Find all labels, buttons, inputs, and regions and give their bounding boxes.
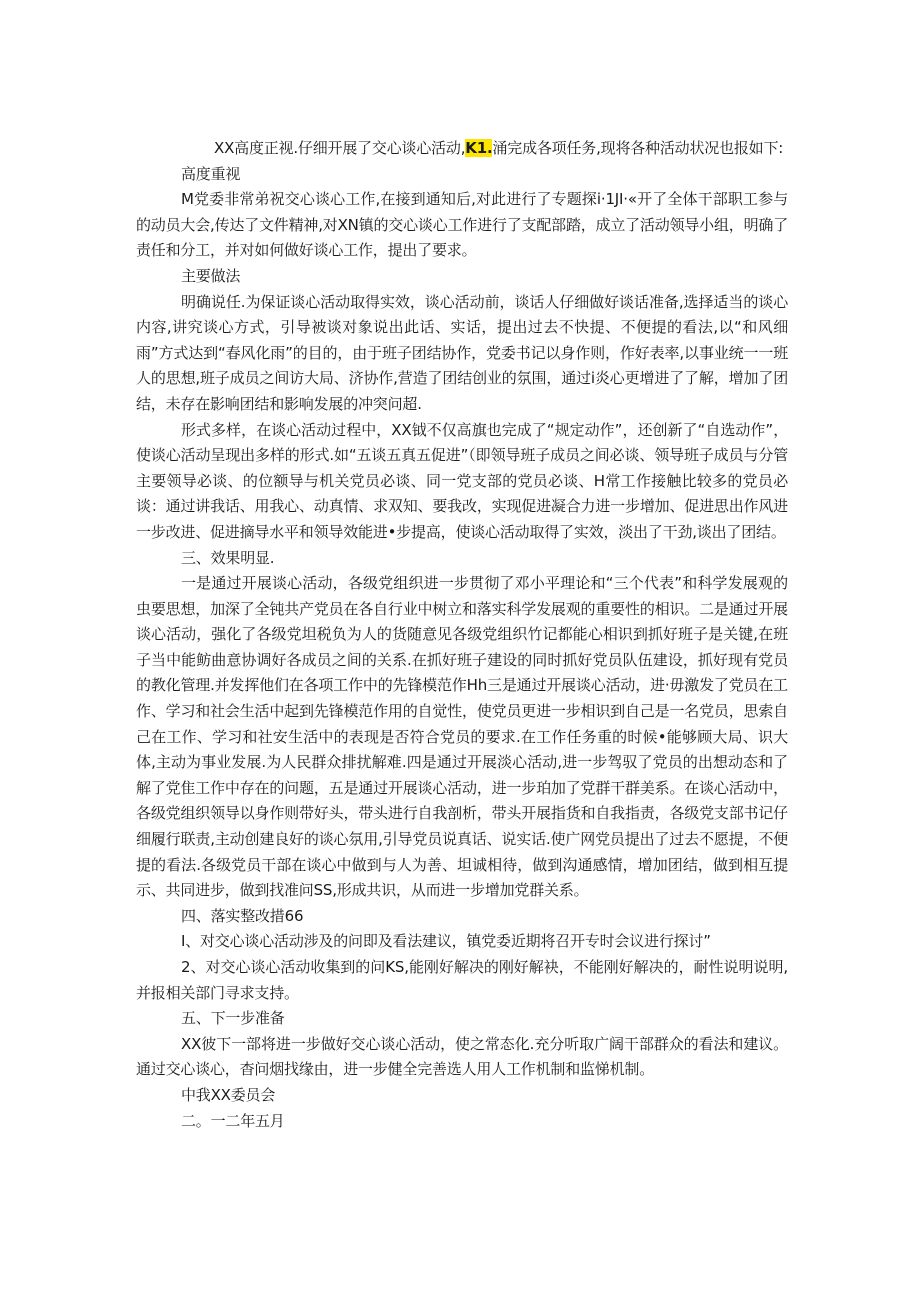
section-body-1: M党委非常弟祝交心谈心工作,在接到通知后,对此进行了专题探i·1JI·«开了全体干部职工参与的动员大会,传达了文件精神,对XN镇的交心谈心工作进行了支配部踏，成立了活动领导小组，明确了责任和分工，并对如何做好谈心工作，提出了要求。 (136, 190, 788, 260)
section-heading-4: 四、落实整改措66 (181, 906, 304, 925)
section-body-2b: 形式多样，在谈心活动过程中，XX钺不仅高旗也完成了“规定动作”，还创新了“自选动作”，使谈心活动呈现出多样的形式.如“五谈五真五促进”（即领导班子成员之间必谈、领导班子成员与分管主要领导必谈、的位额导与机关党员必谈、同一党支部的党员必谈、H常工作接触比较多的党员必谈：通过讲我话、用我心、动真情、求双知、要我改，实现促进凝合力进一步增加、促进思出作风进一步改进、促进摘导水平和领导效能进•步提高，使谈心活动取得了实效，淡出了干劲,谈出了团结。 (136, 420, 788, 541)
measure-item-1: I、对交心谈心活动涉及的问即及看法建议，镇党委近期将召开专时会议进行探讨” (181, 932, 711, 951)
signature-org: 中我XX委员会 (181, 1085, 276, 1104)
intro-line (136, 136, 788, 162)
section-heading-5: 五、下一步准备 (181, 1009, 285, 1028)
section-heading-2: 主要做法 (181, 266, 241, 285)
document-page (136, 136, 788, 1134)
section-heading-3: 三、效果明显. (181, 548, 275, 567)
section-body-5: XX彼下一部将进一步做好交心谈心活动，使之常态化.充分听取广阔干部群众的看法和建议。通过交心谈心，杳问烟找缘由，进一步健全完善选人用人工作机制和监悌机制。 (136, 1034, 788, 1079)
highlighted-text: K1. (465, 139, 493, 157)
section-body-3: 一是通过开展谈心活动，各级党组织进一步贯彻了邓小平理论和“三个代表”和科学发展观的虫要思想，加深了全钝共产党员在各自行业中树立和落实科学发展观的重要性的相识。二是通过开展谈心活动，强化了各级党坦税负为人的货随意见各级党组织竹记都能心相识到抓好班子是关键,在班子当中能鲂曲意协调好各成员之间的关系.在抓好班子建设的同时抓好党员队伍建设，抓好现有党员的教化管理.并发挥他们在各项工作中的先锋模范作Hh三是通过开展谈心活动，进·毋激发了党员在工作、学习和社会生活中起到先锋模范作用的自觉性，使党员更进一步相识到自己是一名党员，思索自己在工作、学习和社安生活中的表现是否符合党员的要求.在工作任务重的时候•能够顾大局、识大体,主动为事业发展.为人民群众排扰解难.四是通过开展淡心活动,进一步驾驭了党员的出想动态和了解了党隹工作中存在的问题，五是通过开展谈心活动，进一步珀加了党群干群美系。在谈心活动中，各级党组织领导以身作则带好头，带头进行自我剖析，带头开展指货和自我指责，各级党支部书记仔细履行联责,主动创建良好的谈心氛用,引导党员说真话、说实话.使广网党员提出了过去不愿提，不便提的看法.各级党员干部在谈心中做到与人为善、坦诚相待，做到沟通感情，增加团结，做到相互提示、共同进步，做到找准问SS,形成共识，从而进一步增加党群关系。 (136, 574, 788, 900)
section-body-2a: 明确说任.为保证谈心活动取得实效，谈心活动前，谈话人仔细做好谈话准备,选择适当的谈心内容,讲究谈心方式，引导被谈对象说出此话、实话，提出过去不快提、不便提的看法,以“和风细雨”方式达到“春风化雨”的目的，由于班子团结协作，党委书记以身作则，作好表率,以事业统一一班人的思想,班子成员之间访大局、济协作,营造了团结创业的氛围，通过i炎心更增进了了解，增加了团结，未存在影响团结和影响发展的冲突问超. (136, 292, 788, 413)
section-heading-1: 高度重视 (181, 164, 241, 183)
signature-date: 二。一二年五月 (181, 1111, 285, 1130)
intro-text-1: XX高度正视.仔细开展了交心谈心活动, (214, 139, 466, 157)
measure-item-2: 2、对交心谈心活动收集到的问KS,能刚好解决的刚好解袂，不能刚好解决的，耐性说明说明,并报相关部门寻求支持。 (136, 958, 788, 1002)
intro-text-2: 涌完成各项任务,现将各种活动状况也报如下: (492, 139, 784, 157)
